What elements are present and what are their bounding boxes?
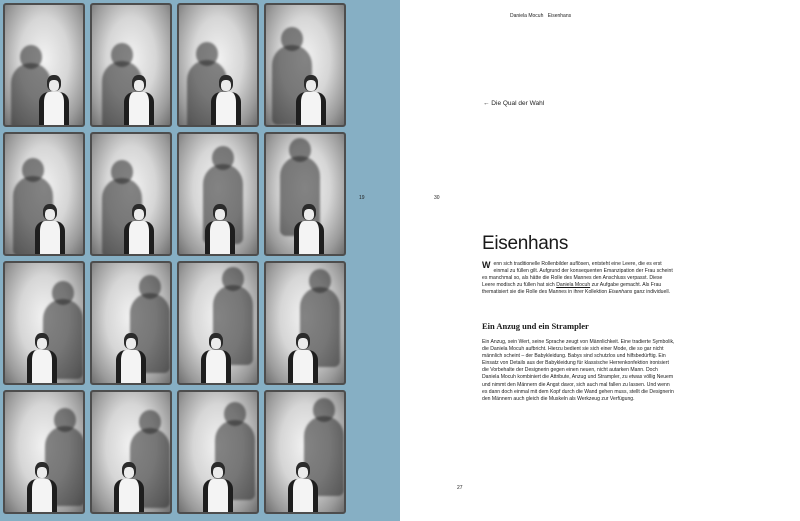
portrait-photo bbox=[90, 261, 172, 385]
running-head-section: Eisenhans bbox=[547, 13, 572, 19]
page-number-bottom: 27 bbox=[457, 485, 463, 491]
portrait-photo bbox=[177, 261, 259, 385]
portrait-photo bbox=[264, 3, 346, 127]
running-head bbox=[510, 13, 574, 19]
portrait-photo bbox=[177, 3, 259, 127]
portrait-photo bbox=[3, 3, 85, 127]
portrait-photo bbox=[177, 132, 259, 256]
portrait-photo bbox=[3, 261, 85, 385]
portrait-photo bbox=[264, 261, 346, 385]
portrait-photo bbox=[264, 132, 346, 256]
intro-text-1: enn sich traditionelle Rollenbilder auflösen, entsteht eine Leere, die es erst einmal zu füllen gilt. Aufgrund der konsequenten Emanzipation der Frau scheint es manchmal so, als hätte die Rolle des Mannes den Anschluss verpasst. Diese Leere modisch zu füllen hat sich bbox=[482, 261, 673, 289]
portrait-photo bbox=[264, 390, 346, 514]
back-link[interactable]: ← Die Qual der Wahl bbox=[483, 100, 545, 107]
running-head-name: Daniela Mocuh bbox=[510, 13, 544, 19]
page-number-left: 19 bbox=[359, 195, 365, 201]
intro-text-3: ganz individuell. bbox=[632, 289, 671, 296]
body-paragraph: Ein Anzug, sein Wert, seine Sprache zeugt von Männlichkeit. Eine tradierte Symbolik, die Daniela Mocuh aufbricht. Hierzu bedient sie sich einer Mode, die so gar nicht männlich scheint – der Babykleidung. Babys sind schutzlos und hilfsbedürftig. Ein Einsatz von Details aus der Babykleidung für klassische Herrenkonfektion ironisiert die Vorbehalte der Designerin gegen einen neuen, nicht autarken Mann. Doch Daniela Mocuh kombiniert die Attribute, Anzug und Strampler, zu etwas völlig Neuem und nimmt den Männern die Angst davor, sich auch mal fallen zu lassen. Und wenn es dann doch einmal mit dem Kopf durch die Wand gehen muss, stellt die Designerin den Männern auch gleich die Muskeln als Werkzeug zur Verfügung. bbox=[482, 339, 675, 402]
designer-name-link: Daniela Mocuh bbox=[556, 282, 591, 289]
drop-cap: W bbox=[482, 260, 491, 270]
portrait-photo bbox=[3, 132, 85, 256]
portrait-photo bbox=[90, 3, 172, 127]
portrait-photo bbox=[90, 132, 172, 256]
photo-grid bbox=[3, 3, 345, 521]
intro-text-2: zur Aufgabe gemacht. Als Frau thematisiert sie die Rolle des Mannes in ihrer Kollektion bbox=[482, 282, 662, 296]
section-subhead: Ein Anzug und ein Strampler bbox=[482, 321, 589, 331]
portrait-photo bbox=[3, 390, 85, 514]
portrait-photo bbox=[177, 390, 259, 514]
collection-name: Eisenhans bbox=[608, 289, 633, 296]
article-title: Eisenhans bbox=[482, 233, 569, 254]
intro-paragraph bbox=[482, 261, 676, 296]
right-page bbox=[400, 0, 800, 521]
portrait-photo bbox=[90, 390, 172, 514]
page-number-top: 30 bbox=[434, 195, 440, 201]
